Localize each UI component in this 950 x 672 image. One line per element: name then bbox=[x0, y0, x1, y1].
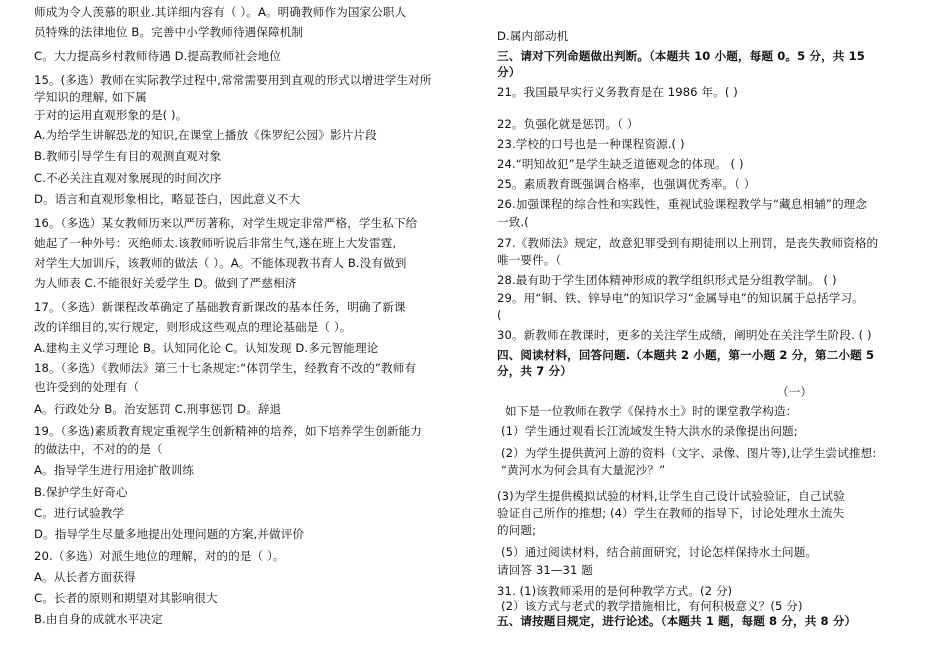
text-line: C。大力提高乡村教师待遇 D.提高教师社会地位 bbox=[34, 49, 281, 63]
text-line: 的问题; bbox=[497, 523, 537, 537]
question-15: 15。(多选）教师在实际教学过程中,常常需要用到直观的形式以增进学生对所 bbox=[34, 73, 432, 87]
question-25: 25。素质教育既强调合格率，也强调优秀率。（ ） bbox=[497, 177, 756, 191]
text-line: 学知识的理解, 如下属 bbox=[34, 90, 147, 104]
question-17: 17。（多选）新课程改革确定了基础教育新课改的基本任务，明确了新课 bbox=[34, 300, 406, 314]
text-line: 的做法中，不对的的是（ bbox=[34, 442, 163, 456]
answer-instruction: 请回答 31—31 题 bbox=[497, 563, 593, 577]
text-line: 一致.( bbox=[497, 215, 529, 229]
question-24: 24.“明知故犯”是学生缺乏道德观念的体现。 ( ) bbox=[497, 157, 744, 171]
question-30: 30。新教师在教课时，更多的关注学生成绩，阐明处在关注学生阶段. ( ) bbox=[497, 328, 872, 342]
question-16: 16。（多选）某女教师历来以严厉著称，对学生规定非常严格，学生私下给 bbox=[34, 216, 418, 230]
question-31-part-2: (2）该方式与老式的教学措施相比，有何积极意义？(5 分) bbox=[501, 599, 803, 613]
question-31: 31. (1)该教师采用的是何种教学方式。(2 分) bbox=[497, 584, 733, 598]
section-5-heading: 五、请按题目规定，进行论述。（本题共 1 题，每题 8 分，共 8 分） bbox=[497, 614, 857, 628]
text-line: 对学生大加训斥，该教师的做法（ ）。A。不能体现教书育人 B.没有做到 bbox=[34, 256, 407, 270]
option-line: A。从长者方面获得 bbox=[34, 570, 136, 584]
text-line: “黄河水为何会具有大量泥沙？” bbox=[501, 463, 666, 477]
text-line: 员特殊的法律地位 B。完善中小学教师待遇保障机制 bbox=[34, 25, 304, 39]
text-line: 改的详细目的,实行规定，则形成这些观点的理论基础是（ ）。 bbox=[34, 320, 352, 334]
question-27: 27.《教师法》规定，故意犯罪受到有期徒刑以上刑罚，是丧失教师资格的 bbox=[497, 236, 879, 250]
text-line: 师成为令人羡慕的职业.其详细内容有（ ）。A。明确教师作为国家公职人 bbox=[34, 5, 407, 19]
option-line: D。指导学生尽量多地提出处理问题的方案,并做评价 bbox=[34, 527, 305, 541]
section-4-heading: 四、阅读材料，回答问题.（本题共 2 小题，第一小题 2 分，第二小题 5 bbox=[497, 348, 875, 362]
question-23: 23.学校的口号也是一种课程资源.( ) bbox=[497, 137, 685, 151]
text-line: 她起了一种外号：灭绝师太.该教师听说后非常生气,遂在班上大发雷霆, bbox=[34, 236, 397, 250]
section-3-heading-cont: 分） bbox=[497, 65, 521, 79]
question-18: 18。（多选）《教师法》第三十七条规定:“体罚学生，经教育不改的”教师有 bbox=[34, 361, 417, 375]
option-line: B.由自身的成就水平决定 bbox=[34, 612, 163, 626]
text-line: ( bbox=[497, 308, 502, 322]
option-line: C。进行试验教学 bbox=[34, 506, 125, 520]
material-step-5: (5）通过阅读材料，结合前面研究，讨论怎样保持水土问题。 bbox=[501, 545, 818, 559]
question-29: 29。用“铜、铁、锌导电”的知识学习“金属导电”的知识属于总括学习。 bbox=[497, 291, 864, 305]
option-line: A。行政处分 B。治安惩罚 C.刑事惩罚 D。辞退 bbox=[34, 402, 282, 416]
material-step-2: (2）为学生提供黄河上游的资料（文字、录像、图片等),让学生尝试推想: bbox=[501, 446, 877, 460]
text-line: 验证自己所作的推想; (4）学生在教师的指导下，讨论处理水土流失 bbox=[497, 506, 845, 520]
question-28: 28.最有助于学生团体精神形成的教学组织形式是分组教学制。 ( ) bbox=[497, 273, 837, 287]
question-26: 26.加强课程的综合性和实践性，重视试验课程教学与“藏息相辅”的理念 bbox=[497, 197, 868, 211]
option-line: C。长者的原则和期望对其影响很大 bbox=[34, 591, 218, 605]
question-19: 19。（多选)素质教育规定重视学生创新精神的培养，如下培养学生创新能力 bbox=[34, 424, 422, 438]
option-line: A.为给学生讲解恐龙的知识,在课堂上播放《侏罗纪公园》影片片段 bbox=[34, 128, 377, 142]
material-step-1: (1）学生通过观看长江流域发生特大洪水的录像提出问题; bbox=[501, 424, 798, 438]
option-line: A.建构主义学习理论 B。认知同化论 C。认知发现 D.多元智能理论 bbox=[34, 341, 379, 355]
subsection-label: （一） bbox=[777, 385, 813, 399]
section-3-heading: 三、请对下列命题做出判断。（本题共 10 小题，每题 0。5 分，共 15 bbox=[497, 49, 865, 63]
section-4-heading-cont: 分，共 7 分） bbox=[497, 364, 572, 378]
question-20: 20.（多选）对派生地位的理解，对的的是（ ）。 bbox=[34, 549, 285, 563]
option-line: C.不必关注直观对象展现的时间次序 bbox=[34, 171, 222, 185]
material-step-3: (3)为学生提供模拟试验的材料,让学生自己设计试验验证，自己试验 bbox=[497, 489, 845, 503]
option-line: D.属内部动机 bbox=[497, 29, 569, 43]
question-22: 22。负强化就是惩罚。（ ） bbox=[497, 117, 639, 131]
text-line: 为人师表 C.不能很好关爱学生 D。做到了严慈相济 bbox=[34, 276, 297, 290]
text-line: 唯一要件。（ bbox=[497, 253, 562, 267]
question-21: 21。我国最早实行义务教育是在 1986 年。( ) bbox=[497, 85, 738, 99]
option-line: D。语言和直观形象相比，略显苍白，因此意义不大 bbox=[34, 192, 301, 206]
option-line: A。指导学生进行用途扩散训练 bbox=[34, 463, 195, 477]
text-line: 也许受到的处理有（ bbox=[34, 380, 140, 394]
material-intro: 如下是一位教师在教学《保持水土》时的课堂教学构造： bbox=[505, 404, 798, 418]
option-line: B.保护学生好奇心 bbox=[34, 485, 128, 499]
text-line: 于对的运用直观形象的是( )。 bbox=[34, 108, 188, 122]
option-line: B.教师引导学生有目的观测直观对象 bbox=[34, 149, 222, 163]
